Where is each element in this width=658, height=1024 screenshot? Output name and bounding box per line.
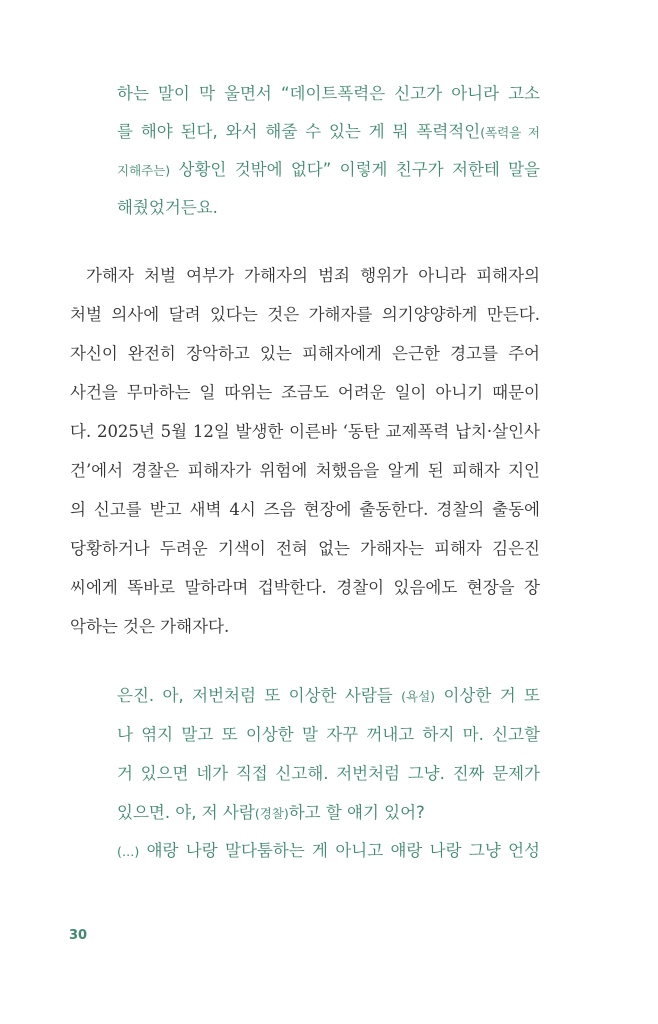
quote-line	[117, 803, 540, 824]
quote-line	[117, 686, 540, 707]
quote-line: 하는 말이 막 울면서 “데이트폭력은 신고가 아니라 고소	[117, 84, 540, 103]
quote-text: 상황인 것밖에 없다” 이렇게 친구가 저한테 말을	[170, 160, 540, 179]
annotation: 지해주는)	[117, 163, 171, 178]
quote-text: 하고 할 얘기 있어?	[288, 803, 425, 822]
quote-line	[117, 122, 540, 143]
quote-line	[117, 160, 540, 181]
body-line: 의 신고를 받고 새벽 4시 즈음 현장에 출동한다. 경찰의 출동에	[70, 500, 540, 519]
quote-line: 해줬었거든요.	[117, 198, 218, 217]
annotation: (폭력을 저	[480, 125, 540, 140]
body-line: 처벌 의사에 달려 있다는 것은 가해자를 의기양양하게 만든다.	[70, 305, 540, 324]
annotation: (…)	[117, 844, 140, 859]
quote-text: 은진. 아, 저번처럼 또 이상한 사람들	[117, 686, 402, 705]
annotation: (욕설)	[401, 689, 436, 704]
page-number: 30	[69, 928, 88, 943]
quote-line	[117, 841, 540, 862]
body-line: 악하는 것은 가해자다.	[70, 617, 230, 636]
quote-line: 거 있으면 네가 직접 신고해. 저번처럼 그냥. 진짜 문제가	[117, 764, 540, 783]
body-line: 사건을 무마하는 일 따위는 조금도 어려운 일이 아니기 때문이	[70, 383, 540, 402]
quote-line: 나 엮지 말고 또 이상한 말 자꾸 꺼내고 하지 마. 신고할	[117, 725, 540, 744]
body-line: 다. 2025년 5월 12일 발생한 이른바 ‘동탄 교제폭력 납치·살인사	[70, 422, 540, 441]
body-line: 당황하거나 두려운 기색이 전혀 없는 가해자는 피해자 김은진	[70, 539, 540, 558]
body-line: 씨에게 똑바로 말하라며 겁박한다. 경찰이 있음에도 현장을 장	[70, 578, 540, 597]
body-line: 자신이 완전히 장악하고 있는 피해자에게 은근한 경고를 주어	[70, 344, 540, 363]
quote-text: 있으면. 야, 저 사람	[117, 803, 255, 822]
quote-text: 이상한 거 또	[435, 686, 540, 705]
body-line: 가해자 처벌 여부가 가해자의 범죄 행위가 아니라 피해자의	[86, 266, 540, 285]
body-line: 건’에서 경찰은 피해자가 위험에 처했음을 알게 된 피해자 지인	[70, 461, 540, 480]
annotation: (경찰)	[254, 806, 289, 821]
quote-text: 를 해야 된다, 와서 해줄 수 있는 게 뭐 폭력적인	[117, 122, 481, 141]
quote-text: 얘랑 나랑 말다툼하는 게 아니고 얘랑 나랑 그냥 언성	[139, 841, 540, 860]
